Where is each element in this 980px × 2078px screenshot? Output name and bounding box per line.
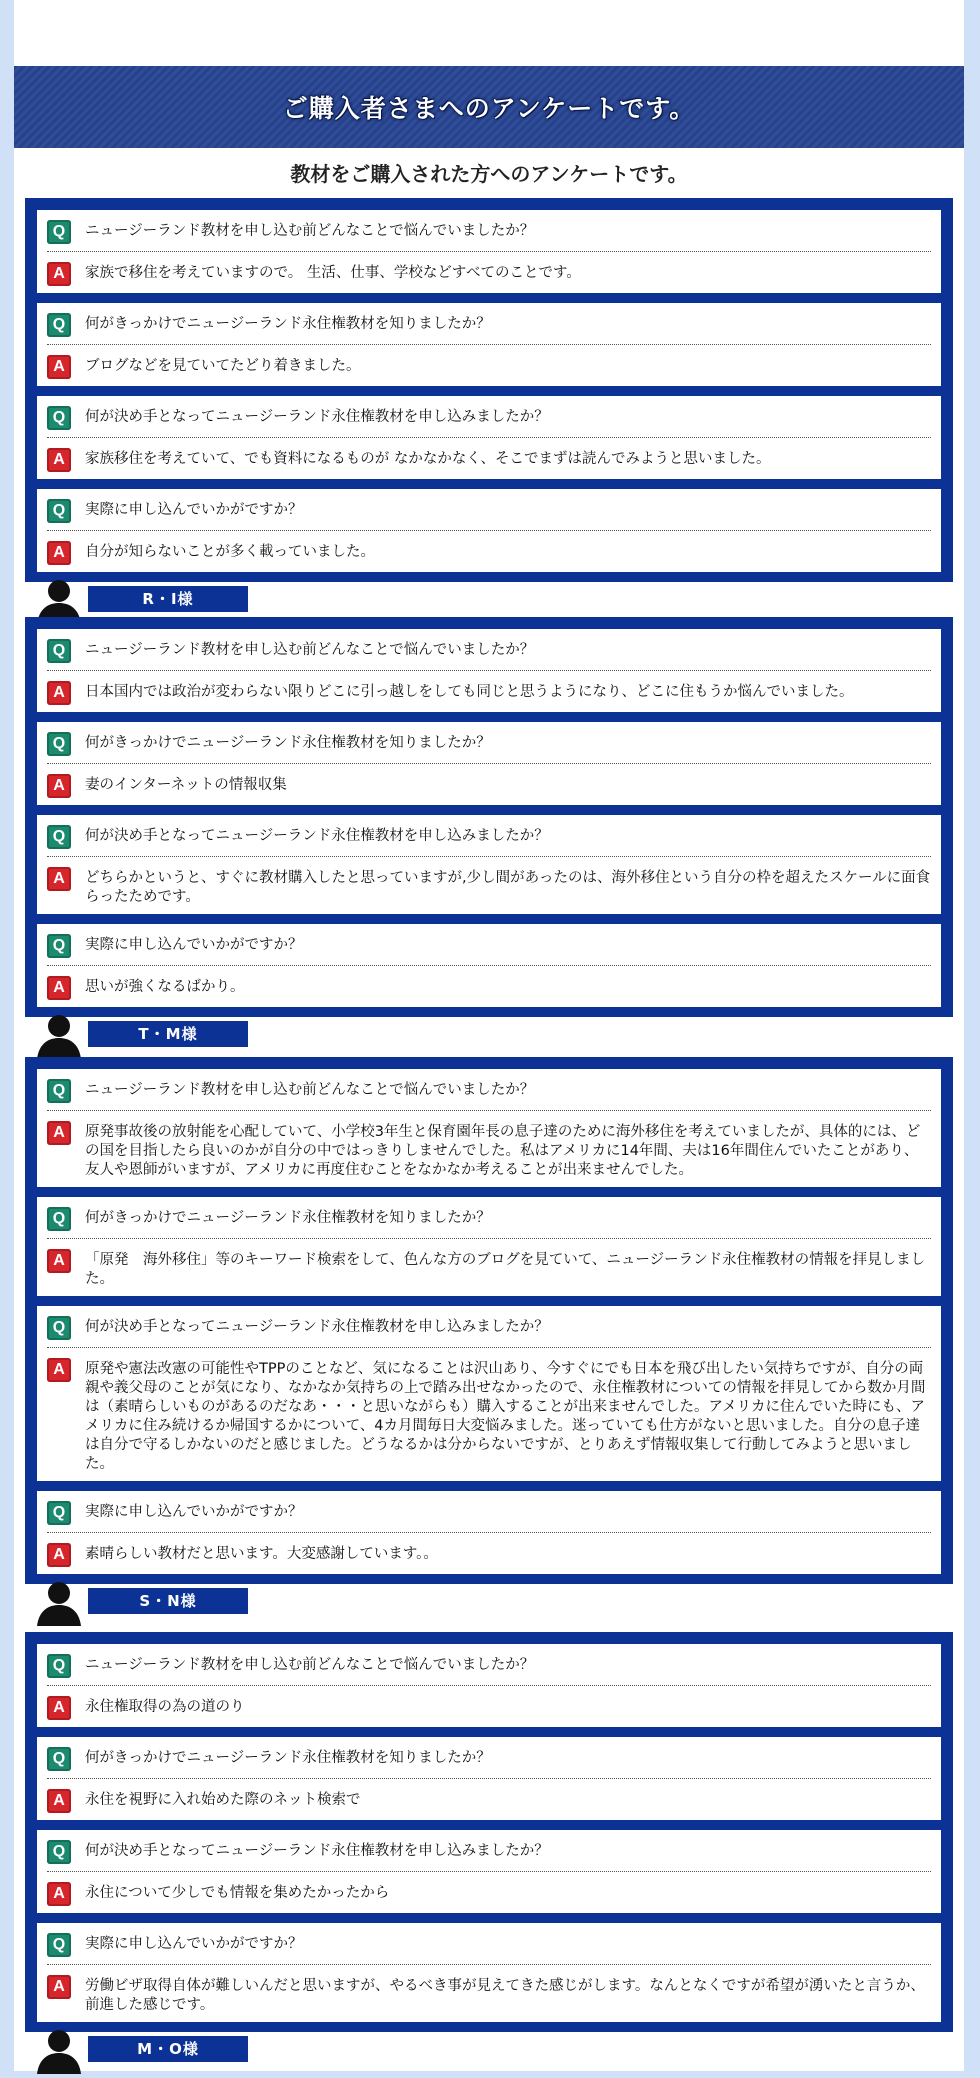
- answer-row: [47, 1239, 931, 1296]
- survey-block: [25, 198, 953, 582]
- qa-item: [37, 629, 941, 712]
- survey-block: [25, 1632, 953, 2032]
- question-text: 実際に申し込んでいかがですか？: [85, 502, 303, 518]
- question-text: 何がきっかけでニュージーランド永住権教材を知りましたか？: [85, 1750, 491, 1766]
- qa-item: [37, 1069, 941, 1187]
- avatar-icon: [34, 1009, 84, 1059]
- question-row: [47, 1830, 931, 1872]
- question-badge-icon: Q: [47, 499, 71, 523]
- question-badge-icon: Q: [47, 1316, 71, 1340]
- answer-badge-icon: A: [47, 1249, 71, 1273]
- question-row: [47, 629, 931, 671]
- answer-text: 思いが強くなるばかり。: [85, 979, 245, 995]
- answer-row: [47, 1348, 931, 1481]
- question-badge-icon: Q: [47, 406, 71, 430]
- qa-item: [37, 1644, 941, 1727]
- answer-text: 原発事故後の放射能を心配していて、小学校3年生と保育園年長の息子達のために海外移住を考えていましたが、具体的には、どの国を目指したら良いのかが自分の中ではっきりしませんでした。私はアメリカに14年間、夫は16年間住んでいたことがあり、友人や恩師がいますが、アメリカに再度住むことをなかなか考えることが出来ませんでした。: [85, 1124, 921, 1178]
- question-text: 何がきっかけでニュージーランド永住権教材を知りましたか？: [85, 316, 491, 332]
- question-row: [47, 722, 931, 764]
- question-text: 何が決め手となってニュージーランド永住権教材を申し込みましたか？: [85, 828, 549, 844]
- question-text: ニュージーランド教材を申し込む前どんなことで悩んでいましたか？: [85, 1082, 535, 1098]
- question-badge-icon: Q: [47, 220, 71, 244]
- answer-row: [47, 1872, 931, 1913]
- answer-text: どちらかというと、すぐに教材購入したと思っていますが,少し間があったのは、海外移住という自分の枠を超えたスケールに面食らったためです。: [85, 870, 931, 905]
- content-area: [14, 0, 964, 2071]
- survey-block: [25, 1057, 953, 1584]
- avatar-icon: [34, 1576, 84, 1626]
- answer-row: [47, 252, 931, 293]
- answer-text: 「原発 海外移住」等のキーワード検索をして、色んな方のブログを見ていて、ニュージーランド永住権教材の情報を拝見しました。: [85, 1252, 926, 1287]
- answer-row: [47, 1686, 931, 1727]
- answer-row: [47, 857, 931, 914]
- answer-row: [47, 438, 931, 479]
- question-text: ニュージーランド教材を申し込む前どんなことで悩んでいましたか？: [85, 1657, 535, 1673]
- section-subtitle: 教材をご購入された方へのアンケートです。: [290, 162, 688, 186]
- answer-badge-icon: A: [47, 681, 71, 705]
- answer-text: 素晴らしい教材だと思います。大変感謝しています。。: [85, 1546, 438, 1562]
- question-badge-icon: Q: [47, 1747, 71, 1771]
- answer-text: 家族移住を考えていて、でも資料になるものが なかなかなく、そこでまずは読んでみようと思いました。: [85, 451, 771, 467]
- answer-badge-icon: A: [47, 1882, 71, 1906]
- answer-badge-icon: A: [47, 774, 71, 798]
- question-text: 何が決め手となってニュージーランド永住権教材を申し込みましたか？: [85, 409, 549, 425]
- question-badge-icon: Q: [47, 1079, 71, 1103]
- answer-row: [47, 966, 931, 1007]
- respondent-name: M・O様: [88, 2036, 248, 2062]
- answer-badge-icon: A: [47, 448, 71, 472]
- answer-badge-icon: A: [47, 1696, 71, 1720]
- answer-row: [47, 531, 931, 572]
- question-row: [47, 210, 931, 252]
- qa-item: [37, 489, 941, 572]
- answer-row: [47, 1779, 931, 1820]
- page-title: ご購入者さまへのアンケートです。: [282, 94, 696, 123]
- answer-badge-icon: A: [47, 867, 71, 891]
- qa-item: [37, 1737, 941, 1820]
- question-row: [47, 924, 931, 966]
- survey-block: [25, 617, 953, 1017]
- question-row: [47, 396, 931, 438]
- question-text: 何が決め手となってニュージーランド永住権教材を申し込みましたか？: [85, 1843, 549, 1859]
- question-text: 何が決め手となってニュージーランド永住権教材を申し込みましたか？: [85, 1319, 549, 1335]
- respondent-name: R・I様: [88, 586, 248, 612]
- qa-item: [37, 1197, 941, 1296]
- qa-item: [37, 396, 941, 479]
- qa-item: [37, 1491, 941, 1574]
- question-row: [47, 303, 931, 345]
- answer-row: [47, 1965, 931, 2022]
- question-badge-icon: Q: [47, 825, 71, 849]
- answer-text: 永住を視野に入れ始めた際のネット検索で: [85, 1792, 361, 1808]
- header-banner: [14, 66, 964, 148]
- question-badge-icon: Q: [47, 1840, 71, 1864]
- answer-text: 自分が知らないことが多く載っていました。: [85, 544, 375, 560]
- answer-row: [47, 671, 931, 712]
- respondent-name: S・N様: [88, 1588, 248, 1614]
- question-badge-icon: Q: [47, 1933, 71, 1957]
- answer-badge-icon: A: [47, 1358, 71, 1382]
- question-text: 何がきっかけでニュージーランド永住権教材を知りましたか？: [85, 735, 491, 751]
- answer-badge-icon: A: [47, 541, 71, 565]
- question-row: [47, 815, 931, 857]
- question-row: [47, 1737, 931, 1779]
- answer-row: [47, 345, 931, 386]
- question-text: 何がきっかけでニュージーランド永住権教材を知りましたか？: [85, 1210, 491, 1226]
- qa-item: [37, 210, 941, 293]
- avatar-icon: [34, 2024, 84, 2074]
- qa-item: [37, 303, 941, 386]
- qa-item: [37, 815, 941, 914]
- question-badge-icon: Q: [47, 732, 71, 756]
- answer-badge-icon: A: [47, 976, 71, 1000]
- question-badge-icon: Q: [47, 1207, 71, 1231]
- respondent-name: T・M様: [88, 1021, 248, 1047]
- answer-text: 家族で移住を考えていますので。 生活、仕事、学校などすべてのことです。: [85, 265, 581, 281]
- qa-item: [37, 1923, 941, 2022]
- answer-text: 永住について少しでも情報を集めたかったから: [85, 1885, 390, 1901]
- answer-text: 労働ビザ取得自体が難しいんだと思いますが、やるべき事が見えてきた感じがします。なんとなくですが希望が湧いたと言うか、前進した感じです。: [85, 1978, 925, 2013]
- question-text: 実際に申し込んでいかがですか？: [85, 1936, 303, 1952]
- question-badge-icon: Q: [47, 639, 71, 663]
- question-badge-icon: Q: [47, 1501, 71, 1525]
- question-row: [47, 1923, 931, 1965]
- answer-row: [47, 1111, 931, 1187]
- qa-item: [37, 1306, 941, 1481]
- answer-text: ブログなどを見ていてたどり着きました。: [85, 358, 361, 374]
- answer-text: 永住権取得の為の道のり: [85, 1699, 245, 1715]
- answer-badge-icon: A: [47, 262, 71, 286]
- answer-badge-icon: A: [47, 1975, 71, 1999]
- answer-text: 日本国内では政治が変わらない限りどこに引っ越しをしても同じと思うようになり、どこに住もうか悩んでいました。: [85, 684, 854, 700]
- answer-text: 妻のインターネットの情報収集: [85, 777, 287, 793]
- question-badge-icon: Q: [47, 1654, 71, 1678]
- question-row: [47, 1491, 931, 1533]
- answer-badge-icon: A: [47, 1789, 71, 1813]
- answer-badge-icon: A: [47, 355, 71, 379]
- question-text: 実際に申し込んでいかがですか？: [85, 937, 303, 953]
- answer-badge-icon: A: [47, 1543, 71, 1567]
- answer-row: [47, 1533, 931, 1574]
- question-row: [47, 489, 931, 531]
- question-badge-icon: Q: [47, 934, 71, 958]
- question-row: [47, 1644, 931, 1686]
- answer-badge-icon: A: [47, 1121, 71, 1145]
- qa-item: [37, 722, 941, 805]
- question-text: ニュージーランド教材を申し込む前どんなことで悩んでいましたか？: [85, 642, 535, 658]
- question-badge-icon: Q: [47, 313, 71, 337]
- question-text: 実際に申し込んでいかがですか？: [85, 1504, 303, 1520]
- question-text: ニュージーランド教材を申し込む前どんなことで悩んでいましたか？: [85, 223, 535, 239]
- answer-row: [47, 764, 931, 805]
- question-row: [47, 1069, 931, 1111]
- answer-text: 原発や憲法改憲の可能性やTPPのことなど、気になることは沢山あり、今すぐにでも日本を飛び出したい気持ちですが、自分の両親や義父母のことが気になり、なかなか気持ちの上で踏み出せなかったので、永住権教材についての情報を拝見してから数か月間は（素晴らしいものがあるのだなあ・・・と思いながらも）購入することが出来ませんでした。アメリカに住んでいた時にも、アメリカに住み続けるか帰国するかについて、4カ月間毎日大変悩みました。迷っていても仕方がないと思いました。自分の息子達は自分で守るしかないのだと感じました。どうなるかは分からないですが、とりあえず情報収集して行動してみようと思いました。: [85, 1361, 926, 1472]
- question-row: [47, 1197, 931, 1239]
- qa-item: [37, 924, 941, 1007]
- qa-item: [37, 1830, 941, 1913]
- question-row: [47, 1306, 931, 1348]
